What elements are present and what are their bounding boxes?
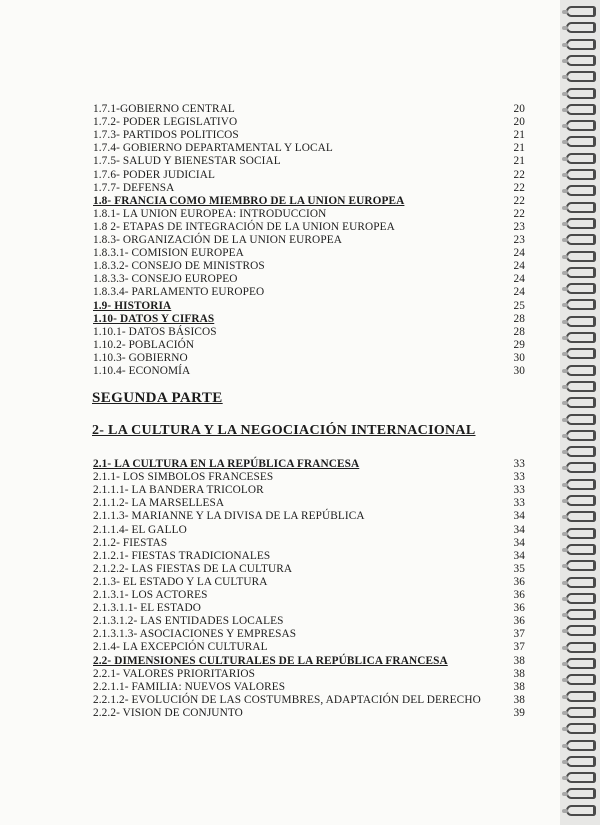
binding-coil [566,299,596,310]
binding-coil [566,740,596,751]
toc-entry-label: 2.2.1.1- FAMILIA: NUEVOS VALORES [93,680,286,693]
toc-entry-label: 2.1.4- LA EXCEPCIÓN CULTURAL [93,641,268,654]
toc-entry [93,103,525,116]
toc-entry [93,260,525,273]
toc-entry [93,602,525,615]
binding-coil [566,544,596,555]
toc-entry [93,497,525,510]
binding-coil [566,267,596,278]
toc-entry-page: 36 [513,602,525,615]
binding-coil [566,136,596,147]
toc-entry-page: 23 [513,234,525,246]
binding-coil [566,511,596,522]
toc-entry [93,654,525,668]
toc-entry [93,312,525,326]
binding-coil [566,88,596,99]
toc-entry-label: 1.10.3- GOBIERNO [93,351,188,364]
toc-entry [93,458,525,471]
toc-entry-page: 22 [513,181,525,194]
binding-coil [566,104,596,115]
toc-entry [93,549,525,563]
toc-entry-page: 21 [513,142,525,155]
toc-entry-label: 2.1.1.3- MARIANNE Y LA DIVISA DE LA REPÚBLICA [93,510,365,523]
toc-entry-page: 34 [513,510,525,523]
toc-entry-label: 1.8.3- ORGANIZACIÓN DE LA UNION EUROPEA [93,234,342,246]
toc-entry-label: 1.8.3.2- CONSEJO DE MINISTROS [93,260,265,273]
toc-entry-label: 1.8- FRANCIA COMO MIEMBRO DE LA UNION EUROPEA [93,194,405,207]
toc-entry-label: 2.2.1.2- EVOLUCIÓN DE LAS COSTUMBRES, ADAPTACIÓN DEL DERECHO [93,693,481,706]
toc-entry-label: 1.8.3.3- CONSEJO EUROPEO [93,273,238,286]
binding-coil [566,202,596,213]
binding-coil [566,642,596,653]
toc-entry-page: 24 [513,286,525,299]
toc-entry-label: 1.9- HISTORIA [93,299,172,312]
toc-entry-label: 1.7.7- DEFENSA [93,181,175,194]
toc-entry [93,523,525,537]
toc-entry [93,680,525,694]
toc-entry [93,484,525,497]
binding-coil [566,756,596,767]
toc-entry [93,234,525,247]
toc-entry-page: 35 [513,562,525,575]
toc-entry-label: 2.1.3- EL ESTADO Y LA CULTURA [93,575,268,588]
binding-coil [566,674,596,685]
toc-entry-label: 1.7.6- PODER JUDICIAL [93,168,215,181]
binding-coil [566,528,596,539]
binding-coil [566,446,596,457]
toc-entry-page: 36 [513,575,525,588]
toc-entry [93,562,525,576]
toc-entry [93,207,525,221]
binding-coil [566,788,596,799]
toc-entry-label: 1.10.4- ECONOMÍA [93,365,191,377]
toc-entry-label: 2.1.3.1.3- ASOCIACIONES Y EMPRESAS [93,628,297,641]
toc-entry [93,181,525,195]
toc-entry-label: 1.10.2- POBLACIÓN [93,338,195,351]
toc-entry-label: 2.1.2- FIESTAS [93,536,168,549]
toc-entry [93,194,525,208]
section-title: 2- LA CULTURA Y LA NEGOCIACIÓN INTERNACIONAL [92,423,476,438]
binding-coil [566,577,596,588]
toc-entry-page: 21 [513,155,525,168]
binding-coil [566,593,596,604]
toc-entry-page: 22 [513,168,525,181]
toc-entry-page: 33 [513,484,525,497]
toc-entry-page: 28 [513,312,525,325]
toc-entry-page: 39 [513,706,525,719]
toc-entry-page: 30 [513,365,525,377]
toc-entry-label: 2.1.2.1- FIESTAS TRADICIONALES [93,549,271,562]
toc-entry [93,129,525,142]
toc-entry-page: 38 [513,667,525,680]
toc-entry-label: 2.2- DIMENSIONES CULTURALES DE LA REPÚBLICA FRANCESA [93,654,448,667]
binding-coil [566,397,596,408]
binding-coil [566,414,596,425]
binding-coil [566,805,596,816]
binding-coil [566,153,596,164]
toc-entry [93,365,525,378]
toc-entry-page: 36 [513,589,525,601]
toc-entry-label: 2.1.3.1.2- LAS ENTIDADES LOCALES [93,615,284,628]
toc-entry-label: 2.1.1- LOS SIMBOLOS FRANCESES [93,471,274,484]
toc-entry-label: 1.7.4- GOBIERNO DEPARTAMENTAL Y LOCAL [93,142,333,155]
toc-entry [93,706,525,720]
binding-coil [566,332,596,343]
binding-coil [566,609,596,620]
toc-entry-page: 29 [513,338,525,351]
toc-entry-label: 1.10- DATOS Y CIFRAS [93,312,215,325]
toc-entry-label: 1.10.1- DATOS BÁSICOS [93,325,217,338]
binding-coil [566,560,596,571]
toc-entry-label: 1.7.2- PODER LEGISLATIVO [93,116,238,129]
toc-entry [93,247,525,260]
toc-entry-page: 34 [513,549,525,562]
toc-entry-page: 38 [513,680,525,693]
toc-entry-label: 1.8.1- LA UNION EUROPEA: INTRODUCCION [93,207,327,220]
toc-entry [93,510,525,523]
toc-entry-label: 1.7.3- PARTIDOS POLITICOS [93,129,239,142]
toc-entry [93,338,525,352]
toc-entry [93,168,525,182]
toc-entry-page: 25 [513,299,525,312]
binding-coil [566,22,596,33]
toc-entry-page: 38 [513,654,525,667]
toc-entry-page: 20 [513,116,525,129]
binding-coil [566,479,596,490]
toc-entry-label: 2.2.2- VISION DE CONJUNTO [93,706,243,719]
toc-entry-page: 33 [513,497,525,510]
binding-coil [566,251,596,262]
binding-coil [566,707,596,718]
toc-entry [93,667,525,681]
toc-entry-page: 22 [513,194,525,207]
binding-coil [566,723,596,734]
toc-entry-label: 2.1.3.1.1- EL ESTADO [93,602,201,615]
toc-entry-label: 1.8 2- ETAPAS DE INTEGRACIÓN DE LA UNION EUROPEA [93,220,395,233]
toc-entry-page: 28 [513,325,525,338]
toc-entry-page: 24 [513,247,525,260]
binding-coil [566,316,596,327]
toc-entry [93,299,525,313]
toc-entry-page: 30 [513,351,525,364]
toc-entry-page: 22 [513,207,525,220]
binding-coil [566,6,596,17]
binding-coil [566,348,596,359]
toc-entry-label: 2.1.1.4- EL GALLO [93,523,187,536]
toc-entry-label: 2.1.2.2- LAS FIESTAS DE LA CULTURA [93,562,293,575]
toc-entry [93,351,525,365]
binding-coil [566,71,596,82]
spiral-binding [560,0,600,825]
toc-entry-label: 2.1- LA CULTURA EN LA REPÚBLICA FRANCESA [93,458,360,470]
toc-entry [93,536,525,550]
toc-entry-page: 34 [513,523,525,536]
toc-entry-label: 1.7.1-GOBIERNO CENTRAL [93,103,235,115]
toc-entry-page: 38 [513,693,525,706]
toc-entry [93,142,525,155]
toc-entry-page: 20 [513,103,525,115]
toc-entry-page: 34 [513,536,525,549]
toc-entry-label: 2.2.1- VALORES PRIORITARIOS [93,667,256,680]
toc-entry [93,325,525,339]
toc-entry-label: 2.1.1.1- LA BANDERA TRICOLOR [93,484,264,497]
toc-entry [93,220,525,234]
binding-coil [566,55,596,66]
toc-entry-page: 24 [513,260,525,273]
binding-coil [566,495,596,506]
toc-entry [93,589,525,602]
toc-entry-label: 1.7.5- SALUD Y BIENESTAR SOCIAL [93,155,281,168]
toc-entry [93,641,525,654]
binding-coil [566,39,596,50]
toc-entry [93,471,525,484]
toc-entry-label: 1.8.3.1- COMISION EUROPEA [93,247,244,260]
binding-coil [566,462,596,473]
toc-entry-page: 23 [513,220,525,233]
binding-coil [566,658,596,669]
binding-coil [566,120,596,131]
toc-entry [93,615,525,628]
toc-entry-page: 21 [513,129,525,142]
toc-entry-label: 1.8.3.4- PARLAMENTO EUROPEO [93,286,265,299]
toc-entry-page: 37 [513,628,525,641]
toc-entry-page: 33 [513,458,525,470]
binding-coil [566,381,596,392]
binding-coil [566,234,596,245]
binding-coil [566,365,596,376]
toc-entry [93,628,525,641]
binding-coil [566,625,596,636]
binding-coil [566,691,596,702]
binding-coil [566,772,596,783]
toc-entry-page: 33 [513,471,525,484]
toc-entry-label: 2.1.3.1- LOS ACTORES [93,589,208,601]
toc-entry-page: 24 [513,273,525,286]
binding-coil [566,283,596,294]
toc-entry [93,575,525,589]
toc-entry [93,693,525,707]
part-title: SEGUNDA PARTE [92,390,223,406]
toc-entry [93,273,525,286]
toc-entry-label: 2.1.1.2- LA MARSELLESA [93,497,225,510]
binding-coil [566,185,596,196]
toc-entry [93,155,525,168]
toc-entry [93,116,525,129]
binding-coil [566,430,596,441]
toc-entry-page: 37 [513,641,525,654]
toc-entry-page: 36 [513,615,525,628]
toc-entry [93,286,525,299]
binding-coil [566,169,596,180]
binding-coil [566,218,596,229]
